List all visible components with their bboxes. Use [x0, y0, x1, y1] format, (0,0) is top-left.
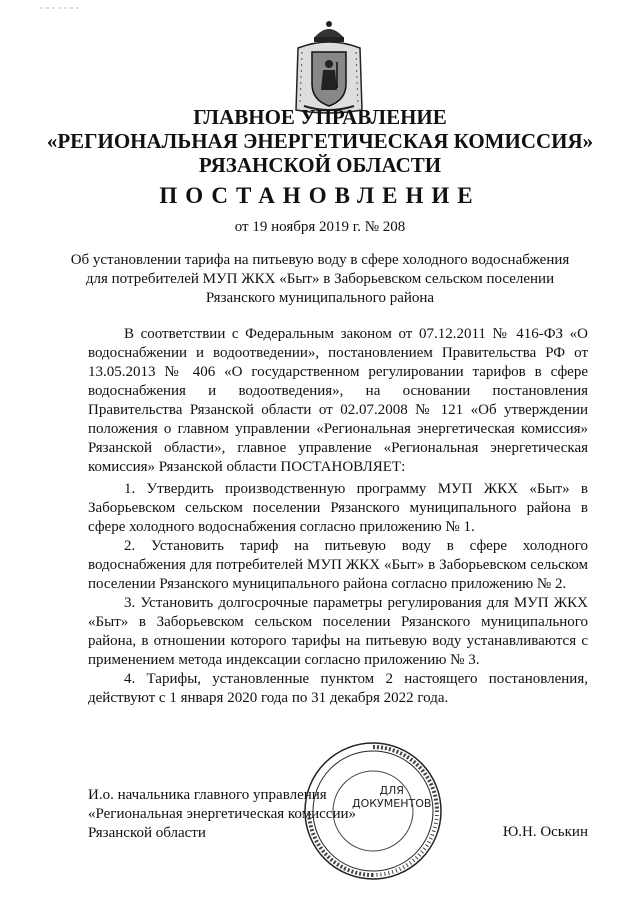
org-name-line-3: РЯЗАНСКОЙ ОБЛАСТИ — [198, 153, 442, 177]
official-stamp — [302, 740, 444, 882]
org-name-line-2: «РЕГИОНАЛЬНАЯ ЭНЕРГЕТИЧЕСКАЯ КОМИССИЯ» — [46, 129, 594, 153]
subject-line-3: Рязанского муниципального района — [205, 290, 435, 306]
stamp-line-1: ДЛЯ — [379, 784, 404, 797]
org-name-line-1: ГЛАВНОЕ УПРАВЛЕНИЕ — [193, 105, 447, 129]
document-type-title: ПОСТАНОВЛЕНИЕ — [159, 183, 481, 208]
signatory-name: Ю.Н. Оськин — [502, 824, 588, 840]
preamble-paragraph: В соответствии с Федеральным законом от 07.12.2011 № 416-ФЗ «О водоснабжении и водоотведении», постановлением Правительства РФ от 13.05.2013 № 406 «О государственном регулировании тарифов в сфере водоснабжения и водоотведения», на основании постановления Правительства Рязанской области от 02.07.2008 № 121 «Об утверждении положения о главном управлении «Региональная энергетическая комиссия» Рязанской области», главное управление «Региональная энергетическая комиссия» Рязанской области ПОСТАНОВЛЯЕТ: — [88, 326, 588, 475]
subject-line-2: для потребителей МУП ЖКХ «Быт» в Заборьевском сельском поселении — [85, 271, 555, 287]
stamp-text — [352, 784, 431, 810]
subject-line-1: Об установлении тарифа на питьевую воду в сфере холодного водоснабжения — [70, 252, 570, 268]
resolution-item-2: 2. Установить тариф на питьевую воду в сфере холодного водоснабжения для потребителей МУП ЖКХ «Быт» в Заборьевском сельском поселении Рязанского муниципального района согласно приложению № 2. — [88, 538, 588, 592]
scan-mark — [40, 4, 80, 12]
document-date-number: от 19 ноября 2019 г. № 208 — [234, 219, 406, 235]
resolution-items — [88, 480, 588, 708]
resolution-item-3: 3. Установить долгосрочные параметры регулирования для МУП ЖКХ «Быт» в Заборьевском сельском поселении Рязанского муниципального района, в отношении которого тарифы на питьевую воду устанавливаются с применением метода индексации согласно приложению № 3. — [88, 595, 588, 668]
signatory-line-1: И.о. начальника главного управления — [88, 787, 327, 803]
resolution-item-4: 4. Тарифы, установленные пунктом 2 настоящего постановления, действуют с 1 января 2020 года по 31 декабря 2022 года. — [88, 671, 588, 706]
document-subject — [70, 251, 570, 308]
coat-of-arms-emblem — [290, 18, 368, 118]
stamp-line-2: ДОКУМЕНТОВ — [352, 797, 432, 810]
signatory-line-3: Рязанской области — [88, 825, 206, 841]
signatory-line-2: «Региональная энергетическая комиссии» — [88, 806, 357, 822]
resolution-item-1: 1. Утвердить производственную программу МУП ЖКХ «Быт» в Заборьевском сельском поселении Рязанского муниципального района в сфере холодного водоснабжения согласно приложению № 1. — [88, 481, 588, 535]
